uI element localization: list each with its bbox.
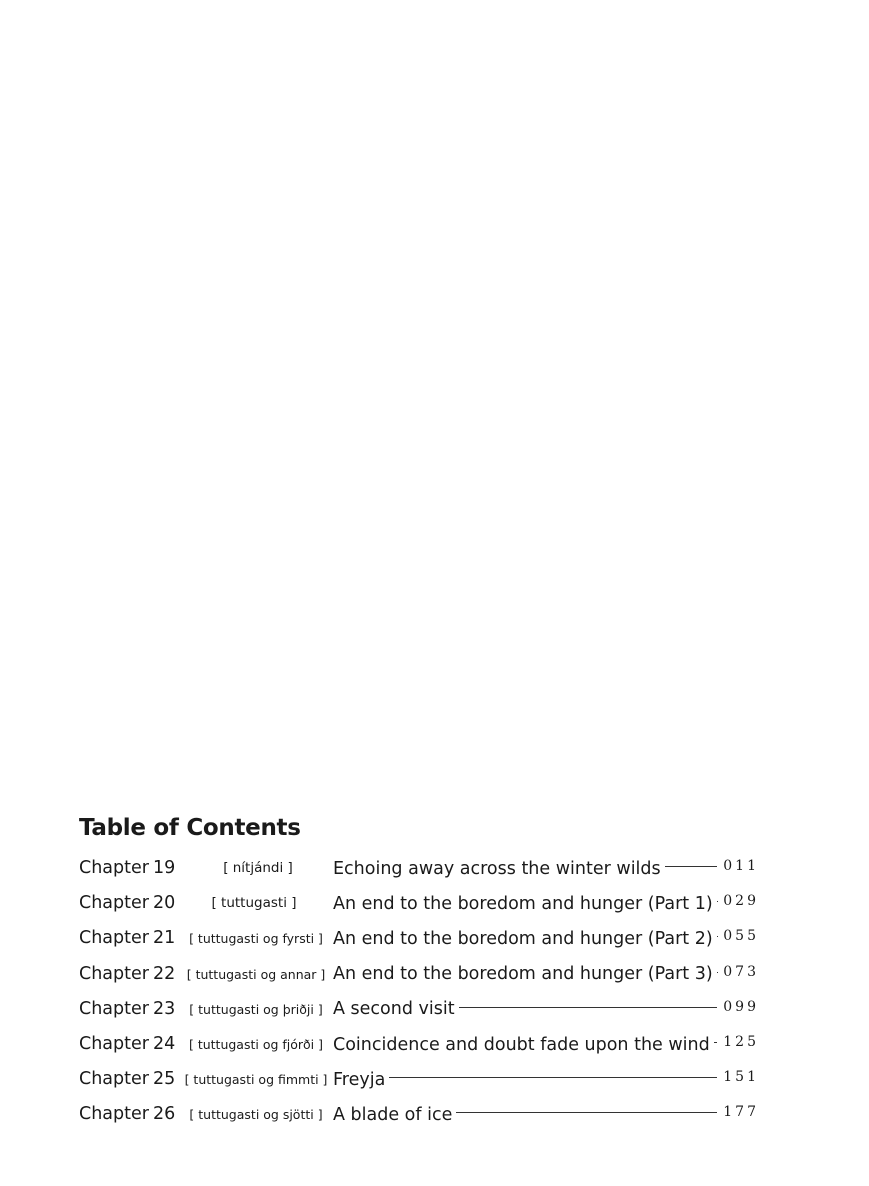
toc-heading: Table of Contents [79,815,301,841]
chapter-ordinal: [ tuttugasti og fimmti ] [184,1072,328,1088]
leader-line [456,1112,717,1113]
chapter-title: Echoing away across the winter wilds [333,858,661,879]
toc-entry[interactable] [79,921,769,956]
chapter-ordinal: [ tuttugasti og þriðji ] [189,1001,323,1017]
chapter-word: Chapter [79,1033,149,1054]
chapter-ordinal: [ tuttugasti og sjötti ] [189,1107,323,1123]
chapter-title: A second visit [333,999,455,1020]
chapter-title: An end to the boredom and hunger (Part 3) [333,964,713,985]
toc-entry[interactable] [79,1062,769,1097]
chapter-number: 22 [153,963,176,984]
chapter-ordinal: [ tuttugasti og fyrsti ] [189,931,323,947]
page-number: 011 [723,858,759,874]
chapter-number: 19 [153,858,176,878]
chapter-word: Chapter [79,928,149,949]
leader-line [714,1042,717,1043]
chapter-ordinal: [ tuttugasti og annar ] [186,966,326,982]
chapter-number: 23 [153,998,176,1019]
chapter-word: Chapter [79,1104,149,1125]
toc-entry[interactable] [79,957,769,992]
page-number: 177 [723,1104,759,1121]
chapter-title: An end to the boredom and hunger (Part 2) [333,928,713,949]
chapter-title: Freyja [333,1069,386,1090]
page-number: 055 [723,928,759,945]
chapter-number: 25 [153,1069,176,1090]
page-number: 029 [723,893,759,910]
page-number: 099 [723,998,759,1015]
chapter-number: 21 [153,928,176,949]
toc-entry[interactable] [79,992,769,1027]
page-number: 151 [723,1069,759,1086]
chapter-ordinal: [ nítjándi ] [223,860,293,876]
toc-entry[interactable] [79,886,769,921]
toc-entry[interactable] [79,1027,769,1062]
chapter-word: Chapter [79,893,149,914]
chapter-number: 20 [153,893,176,914]
chapter-title: An end to the boredom and hunger (Part 1) [333,893,713,914]
chapter-number: 26 [153,1104,176,1125]
chapter-ordinal: [ tuttugasti og fjórði ] [188,1036,324,1052]
toc-entry[interactable] [79,851,769,886]
leader-line [459,1007,717,1008]
page-number: 073 [723,963,759,980]
chapter-number: 24 [153,1033,176,1054]
chapter-ordinal: [ tuttugasti ] [211,895,297,912]
page-number: 125 [723,1033,759,1050]
chapter-word: Chapter [79,998,149,1019]
chapter-title: A blade of ice [333,1104,453,1125]
chapter-title: Coincidence and doubt fade upon the wind [333,1034,710,1055]
chapter-word: Chapter [79,858,149,878]
table-of-contents [79,812,769,1133]
leader-line [389,1077,717,1078]
leader-line [665,866,717,867]
chapter-word: Chapter [79,1069,149,1090]
toc-entry[interactable] [79,1097,769,1132]
chapter-word: Chapter [79,963,149,984]
